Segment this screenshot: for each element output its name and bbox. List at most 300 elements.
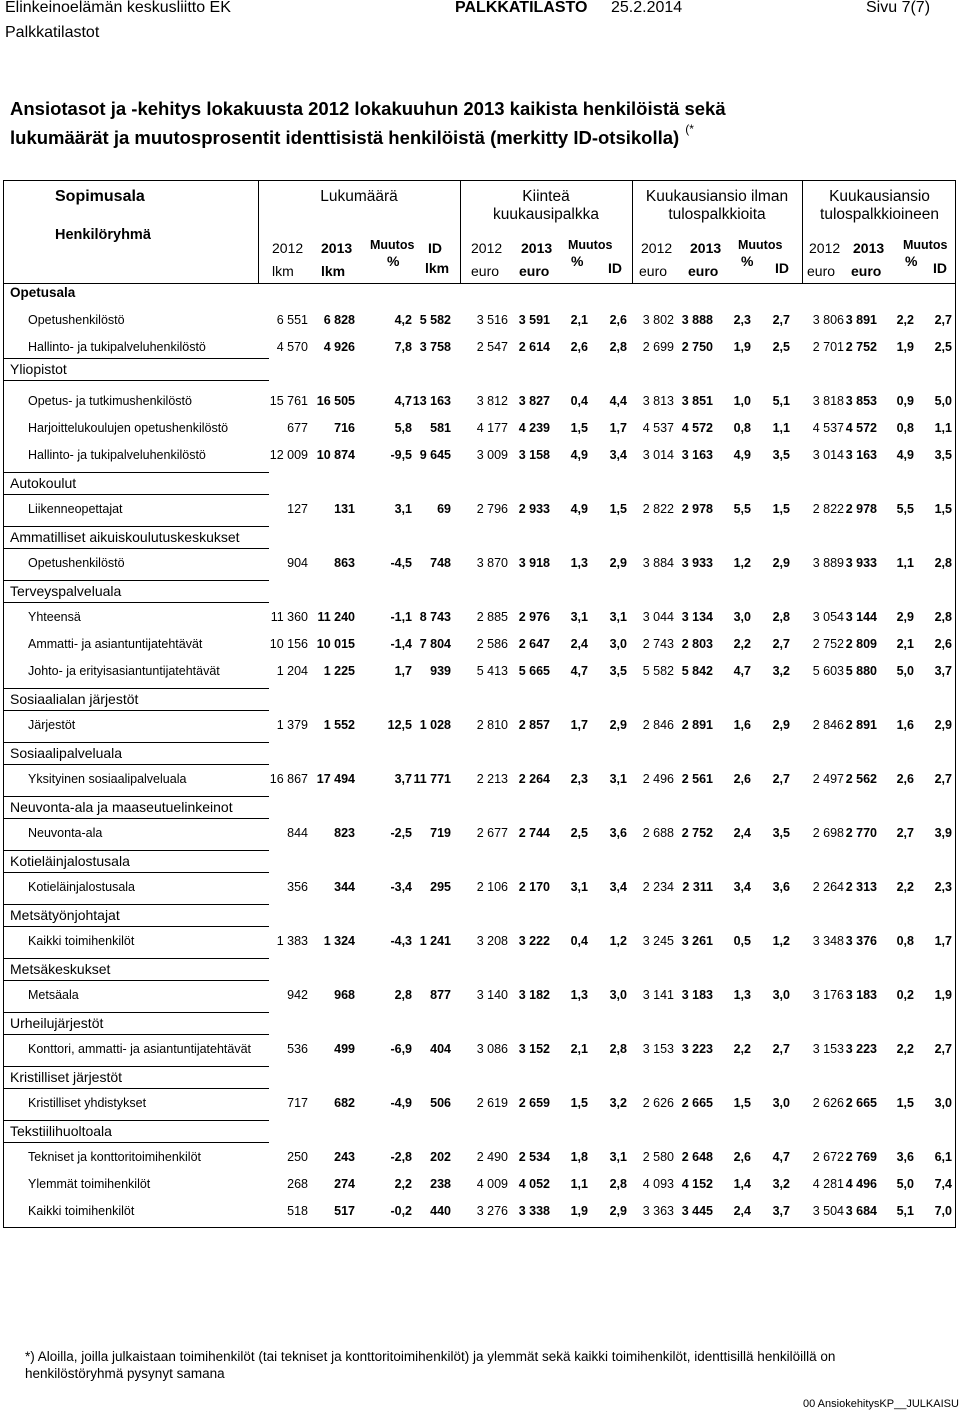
table-cell: 3 223 <box>681 1042 713 1056</box>
table-cell: 4,9 <box>570 448 588 462</box>
table-cell: 3 140 <box>476 988 508 1002</box>
table-cell: 1,2 <box>609 934 627 948</box>
table-cell: 6,1 <box>934 1150 952 1164</box>
group-lukumaara: Lukumäärä <box>320 188 398 205</box>
table-cell: 3 851 <box>681 394 713 408</box>
section-rule <box>3 742 269 743</box>
table-cell: 518 <box>287 1204 308 1218</box>
table-cell: 4 152 <box>681 1177 713 1191</box>
table-cell: 4,4 <box>609 394 627 408</box>
table-cell: 2 665 <box>681 1096 713 1110</box>
title-footnote-mark: (* <box>685 122 694 136</box>
table-cell: 2 659 <box>518 1096 550 1110</box>
table-cell: 3,0 <box>772 1096 790 1110</box>
table-cell: 11 360 <box>270 610 308 624</box>
table-cell: 2,9 <box>609 718 627 732</box>
table-cell: 3 853 <box>845 394 877 408</box>
table-cell: 2 561 <box>681 772 713 786</box>
table-cell: 3,5 <box>609 664 627 678</box>
table-row <box>0 637 960 655</box>
table-cell: 2 106 <box>476 880 508 894</box>
table-cell: 4 093 <box>642 1177 674 1191</box>
section-rule <box>3 1142 269 1143</box>
table-cell: 2 796 <box>476 502 508 516</box>
table-cell: 0,8 <box>896 934 914 948</box>
table-cell: 3 888 <box>681 313 713 327</box>
row-label: Harjoittelukoulujen opetushenkilöstö <box>28 421 229 435</box>
row-label: Opetus- ja tutkimushenkilöstö <box>28 394 192 408</box>
table-cell: 5,0 <box>896 664 914 678</box>
table-cell: 15 761 <box>269 394 308 408</box>
table-cell: 506 <box>430 1096 451 1110</box>
table-row <box>0 664 960 682</box>
table-cell: 3,7 <box>934 664 952 678</box>
table-row <box>0 448 960 466</box>
unit-lkm: lkm <box>321 263 346 279</box>
table-cell: 1,5 <box>896 1096 914 1110</box>
table-row <box>0 394 960 412</box>
table-cell: 1,5 <box>609 502 627 516</box>
table-cell: -1,4 <box>390 637 412 651</box>
col-2013: 2013 <box>321 240 353 256</box>
section-rule <box>3 980 269 981</box>
unit-euro: euro <box>639 263 668 279</box>
section-rule <box>3 526 269 527</box>
table-cell: 4 052 <box>518 1177 550 1191</box>
section-rule <box>3 1012 269 1013</box>
group-ilman: Kuukausiansio ilman tulospalkkioita <box>645 188 789 223</box>
table-cell: 1,7 <box>934 934 952 948</box>
table-cell: 5,5 <box>896 502 914 516</box>
unit-euro: euro <box>851 263 882 279</box>
header-rule <box>3 283 956 284</box>
table-cell: 3,4 <box>733 880 751 894</box>
unit-lkm: lkm <box>272 263 294 279</box>
row-label: Hallinto- ja tukipalveluhenkilöstö <box>28 340 206 354</box>
table-cell: 3 245 <box>642 934 674 948</box>
table-cell: 3,5 <box>772 448 790 462</box>
table-cell: 2 803 <box>681 637 713 651</box>
table-cell: -9,5 <box>390 448 412 462</box>
table-cell: 2 496 <box>642 772 674 786</box>
table-cell: 2 701 <box>812 340 844 354</box>
table-cell: 1,5 <box>733 1096 751 1110</box>
table-cell: -6,9 <box>390 1042 412 1056</box>
col-pct: % <box>741 253 754 269</box>
table-cell: 3 223 <box>845 1042 877 1056</box>
table-cell: 5,0 <box>934 394 952 408</box>
table-cell: 3 445 <box>681 1204 713 1218</box>
table-cell: 6 828 <box>323 313 355 327</box>
col-2013: 2013 <box>521 240 553 256</box>
table-cell: 748 <box>430 556 451 570</box>
table-cell: 7,4 <box>934 1177 952 1191</box>
table-cell: 3 182 <box>518 988 550 1002</box>
table-cell: 2,4 <box>733 1204 751 1218</box>
table-cell: 5 842 <box>681 664 713 678</box>
table-cell: 2,2 <box>896 1042 914 1056</box>
table-cell: 2,5 <box>934 340 952 354</box>
section-rule <box>3 710 269 711</box>
table-cell: -4,3 <box>390 934 412 948</box>
table-cell: 3 044 <box>642 610 674 624</box>
table-frame <box>3 180 956 1228</box>
table-cell: 1,5 <box>934 502 952 516</box>
table-cell: 3,9 <box>934 826 952 840</box>
table-cell: 2 809 <box>845 637 877 651</box>
table-cell: 274 <box>334 1177 355 1191</box>
table-cell: 2,1 <box>570 1042 588 1056</box>
table-cell: 844 <box>287 826 308 840</box>
table-cell: 2,7 <box>934 772 952 786</box>
section-rule <box>3 818 269 819</box>
row-label: Konttori, ammatti- ja asiantuntijatehtävät <box>28 1042 252 1056</box>
table-cell: 3,6 <box>609 826 627 840</box>
table-cell: 4 537 <box>642 421 674 435</box>
table-cell: 2 822 <box>812 502 844 516</box>
table-cell: 3,4 <box>609 448 627 462</box>
table-cell: 2,9 <box>896 610 914 624</box>
section-rule <box>3 380 269 381</box>
table-cell: 2 170 <box>518 880 550 894</box>
section-heading: Sosiaalipalveluala <box>10 745 123 761</box>
table-cell: 0,9 <box>896 394 914 408</box>
table-row <box>0 502 960 520</box>
table-cell: 4 239 <box>518 421 550 435</box>
table-cell: 0,8 <box>896 421 914 435</box>
table-cell: 2,6 <box>609 313 627 327</box>
table-cell: 12 009 <box>269 448 308 462</box>
table-cell: 5 603 <box>812 664 844 678</box>
section-heading: Metsätyönjohtajat <box>10 907 120 923</box>
row-label: Neuvonta-ala <box>28 826 103 840</box>
table-cell: 3 009 <box>476 448 508 462</box>
table-cell: 1 225 <box>323 664 355 678</box>
table-cell: 0,5 <box>733 934 751 948</box>
section-rule <box>3 926 269 927</box>
table-cell: 2,9 <box>934 718 952 732</box>
table-cell: 4 177 <box>476 421 508 435</box>
table-cell: 69 <box>437 502 451 516</box>
unit-euro: euro <box>807 263 836 279</box>
section-heading: Tekstiilihuoltoala <box>10 1123 112 1139</box>
row-label: Yksityinen sosiaalipalveluala <box>28 772 187 786</box>
table-cell: 3,2 <box>772 664 790 678</box>
table-cell: 3,1 <box>609 1150 627 1164</box>
table-cell: 2 547 <box>476 340 508 354</box>
table-cell: 4 281 <box>812 1177 844 1191</box>
table-cell: 3 153 <box>642 1042 674 1056</box>
table-cell: 5,1 <box>772 394 790 408</box>
section-rule <box>3 580 269 581</box>
section-rule <box>3 548 269 549</box>
table-cell: 581 <box>430 421 451 435</box>
table-cell: 1,9 <box>934 988 952 1002</box>
table-cell: 2,8 <box>772 610 790 624</box>
table-cell: 17 494 <box>316 772 355 786</box>
table-cell: 1,2 <box>733 556 751 570</box>
table-cell: 3 163 <box>845 448 877 462</box>
table-cell: 2 688 <box>642 826 674 840</box>
table-cell: 1,7 <box>570 718 588 732</box>
col-pct: % <box>905 253 918 269</box>
table-cell: 3 870 <box>476 556 508 570</box>
row-label: Opetushenkilöstö <box>28 556 125 570</box>
section-rule <box>3 494 269 495</box>
table-cell: 3 933 <box>845 556 877 570</box>
section-heading: Kotieläinjalostusala <box>10 853 130 869</box>
table-row <box>0 556 960 574</box>
table-cell: 3 158 <box>518 448 550 462</box>
section-heading: Ammatilliset aikuiskoulutuskeskukset <box>10 529 240 545</box>
table-cell: 2 822 <box>642 502 674 516</box>
header-henkiloryhma: Henkilöryhmä <box>55 227 151 243</box>
table-cell: 356 <box>287 880 308 894</box>
table-cell: 5,5 <box>733 502 751 516</box>
table-cell: 677 <box>287 421 308 435</box>
unit-euro: euro <box>688 263 719 279</box>
table-cell: 1,6 <box>733 718 751 732</box>
table-cell: 16 505 <box>316 394 355 408</box>
table-cell: 2,9 <box>609 1204 627 1218</box>
table-cell: 2 752 <box>845 340 877 354</box>
table-cell: 2,7 <box>934 313 952 327</box>
table-cell: 2 976 <box>518 610 550 624</box>
table-cell: 2,3 <box>733 313 751 327</box>
table-cell: 3,2 <box>772 1177 790 1191</box>
table-cell: 3 144 <box>845 610 877 624</box>
table-cell: 1,1 <box>772 421 790 435</box>
table-cell: 2,6 <box>896 772 914 786</box>
table-cell: 4 009 <box>476 1177 508 1191</box>
section-heading: Autokoulut <box>10 475 77 491</box>
table-cell: 2,7 <box>772 313 790 327</box>
table-cell: 1 383 <box>276 934 308 948</box>
table-cell: 2,8 <box>934 610 952 624</box>
table-cell: 1,0 <box>733 394 751 408</box>
table-cell: 0,4 <box>570 934 588 948</box>
header-sopimusala: Sopimusala <box>55 188 145 205</box>
table-cell: 3 176 <box>812 988 844 1002</box>
table-cell: 719 <box>430 826 451 840</box>
table-row <box>0 880 960 898</box>
col-muutos: Muutos <box>568 238 613 252</box>
table-cell: 499 <box>334 1042 355 1056</box>
table-cell: 3 276 <box>476 1204 508 1218</box>
table-cell: 1,6 <box>896 718 914 732</box>
title-line-2: lukumäärät ja muutosprosentit identtisistä henkilöistä (merkitty ID-otsikolla) (* <box>10 122 694 149</box>
table-cell: 3 813 <box>642 394 674 408</box>
section-rule <box>3 958 269 959</box>
table-row <box>0 1096 960 1114</box>
table-cell: 11 240 <box>317 610 355 624</box>
table-cell: 2 699 <box>642 340 674 354</box>
col-id: ID <box>608 260 622 276</box>
table-cell: 3 591 <box>518 313 550 327</box>
table-cell: 2 313 <box>845 880 877 894</box>
table-cell: 2,5 <box>570 826 588 840</box>
table-cell: 2,8 <box>934 556 952 570</box>
table-cell: 10 874 <box>316 448 355 462</box>
table-cell: 3 918 <box>518 556 550 570</box>
table-cell: 1,3 <box>570 988 588 1002</box>
table-cell: 3 183 <box>845 988 877 1002</box>
table-cell: 2,7 <box>772 1042 790 1056</box>
table-cell: 2,7 <box>896 826 914 840</box>
table-row <box>0 1177 960 1195</box>
section-heading: Neuvonta-ala ja maaseutuelinkeinot <box>10 799 233 815</box>
table-cell: -3,4 <box>390 880 412 894</box>
table-row <box>0 1204 960 1222</box>
section-heading: Sosiaalialan järjestöt <box>10 691 139 707</box>
col-2013: 2013 <box>690 240 722 256</box>
table-cell: 344 <box>334 880 355 894</box>
table-cell: 5,8 <box>394 421 412 435</box>
table-cell: 10 015 <box>316 637 355 651</box>
table-cell: 440 <box>430 1204 451 1218</box>
table-cell: 3,0 <box>934 1096 952 1110</box>
table-cell: 2 665 <box>845 1096 877 1110</box>
table-cell: 2 978 <box>845 502 877 516</box>
table-cell: 3 348 <box>812 934 844 948</box>
table-cell: 2,7 <box>772 772 790 786</box>
table-cell: 4 537 <box>812 421 844 435</box>
table-cell: 4,7 <box>394 394 412 408</box>
table-cell: 295 <box>430 880 451 894</box>
table-row <box>0 826 960 844</box>
table-cell: 1 379 <box>276 718 308 732</box>
table-cell: 5 665 <box>518 664 550 678</box>
table-cell: 2,8 <box>609 340 627 354</box>
table-cell: 942 <box>287 988 308 1002</box>
table-cell: 3,5 <box>772 826 790 840</box>
col-2013: 2013 <box>853 240 885 256</box>
table-cell: 1,4 <box>733 1177 751 1191</box>
table-cell: 1 204 <box>276 664 308 678</box>
table-cell: 2,1 <box>570 313 588 327</box>
table-cell: 5 582 <box>642 664 674 678</box>
section-rule <box>3 1066 269 1067</box>
table-cell: 3 889 <box>812 556 844 570</box>
table-cell: 250 <box>287 1150 308 1164</box>
table-cell: 3 261 <box>681 934 713 948</box>
table-cell: 4,7 <box>570 664 588 678</box>
table-cell: 7,8 <box>394 340 412 354</box>
table-cell: 3,1 <box>609 772 627 786</box>
org-name: Elinkeinoelämän keskusliitto EK <box>5 0 231 16</box>
table-cell: 3 806 <box>812 313 844 327</box>
unit-lkm: lkm <box>425 260 450 276</box>
table-cell: 3 014 <box>642 448 674 462</box>
table-cell: 2 490 <box>476 1150 508 1164</box>
table-cell: 2 614 <box>518 340 550 354</box>
table-cell: 131 <box>334 502 355 516</box>
table-cell: 4,7 <box>733 664 751 678</box>
table-cell: 1,9 <box>733 340 751 354</box>
table-cell: 2,4 <box>570 637 588 651</box>
table-cell: 3 516 <box>476 313 508 327</box>
table-cell: 939 <box>430 664 451 678</box>
table-cell: 3,7 <box>772 1204 790 1218</box>
table-cell: -4,5 <box>390 556 412 570</box>
table-cell: 2 497 <box>812 772 844 786</box>
table-cell: 2 978 <box>681 502 713 516</box>
table-cell: 0,2 <box>896 988 914 1002</box>
section-rule <box>3 904 269 905</box>
table-cell: 1,1 <box>934 421 952 435</box>
table-cell: 12,5 <box>387 718 412 732</box>
table-cell: 0,8 <box>733 421 751 435</box>
table-cell: 1,9 <box>896 340 914 354</box>
col-2012: 2012 <box>809 240 841 256</box>
table-cell: 823 <box>334 826 355 840</box>
table-cell: 2 933 <box>518 502 550 516</box>
table-cell: 3 152 <box>518 1042 550 1056</box>
table-cell: 3 014 <box>812 448 844 462</box>
table-row <box>0 610 960 628</box>
table-cell: 3 153 <box>812 1042 844 1056</box>
report-subtitle: Palkkatilastot <box>5 24 100 41</box>
table-cell: 2 648 <box>681 1150 713 1164</box>
title-line-1: Ansiotasot ja -kehitys lokakuusta 2012 lokakuuhun 2013 kaikista henkilöistä sekä <box>10 98 726 119</box>
table-cell: 2 619 <box>476 1096 508 1110</box>
table-cell: 3,1 <box>570 610 588 624</box>
row-label: Järjestöt <box>28 718 76 732</box>
section-heading: Kristilliset järjestöt <box>10 1069 123 1085</box>
page-title <box>10 97 910 150</box>
table-cell: 1,7 <box>609 421 627 435</box>
table-cell: 4,9 <box>570 502 588 516</box>
table-cell: 2,1 <box>896 637 914 651</box>
table-cell: 3 086 <box>476 1042 508 1056</box>
table-cell: 968 <box>334 988 355 1002</box>
table-cell: 3,1 <box>609 610 627 624</box>
section-rule <box>3 688 269 689</box>
table-cell: 13 163 <box>412 394 451 408</box>
table-cell: 2,9 <box>609 556 627 570</box>
table-cell: 2 857 <box>518 718 550 732</box>
table-cell: 2,2 <box>733 637 751 651</box>
row-label: Kotieläinjalostusala <box>28 880 136 894</box>
group-tulospalkkioineen: Kuukausiansio tulospalkkioineen <box>820 188 939 223</box>
table-cell: 3 504 <box>812 1204 844 1218</box>
table-cell: 3 827 <box>518 394 550 408</box>
table-cell: 3,0 <box>609 637 627 651</box>
table-cell: 1,8 <box>570 1150 588 1164</box>
table-cell: 1,5 <box>570 1096 588 1110</box>
table-cell: 2,6 <box>570 340 588 354</box>
table-cell: -1,1 <box>390 610 412 624</box>
section-rule <box>3 764 269 765</box>
table-cell: 8 743 <box>419 610 451 624</box>
section-rule <box>3 472 269 473</box>
table-cell: 1 552 <box>323 718 355 732</box>
table-cell: 2,6 <box>733 1150 751 1164</box>
table-cell: 2,2 <box>896 313 914 327</box>
table-row <box>0 340 960 358</box>
table-cell: 2,4 <box>733 826 751 840</box>
row-label: Tekniset ja konttoritoimihenkilöt <box>28 1150 201 1164</box>
table-cell: 2,6 <box>934 637 952 651</box>
row-label: Hallinto- ja tukipalveluhenkilöstö <box>28 448 206 462</box>
col-2012: 2012 <box>272 240 304 256</box>
table-cell: 3,5 <box>934 448 952 462</box>
table-row <box>0 1042 960 1060</box>
table-cell: 2 264 <box>812 880 844 894</box>
table-cell: -0,2 <box>390 1204 412 1218</box>
table-cell: 3 933 <box>681 556 713 570</box>
col-id: ID <box>933 260 947 276</box>
